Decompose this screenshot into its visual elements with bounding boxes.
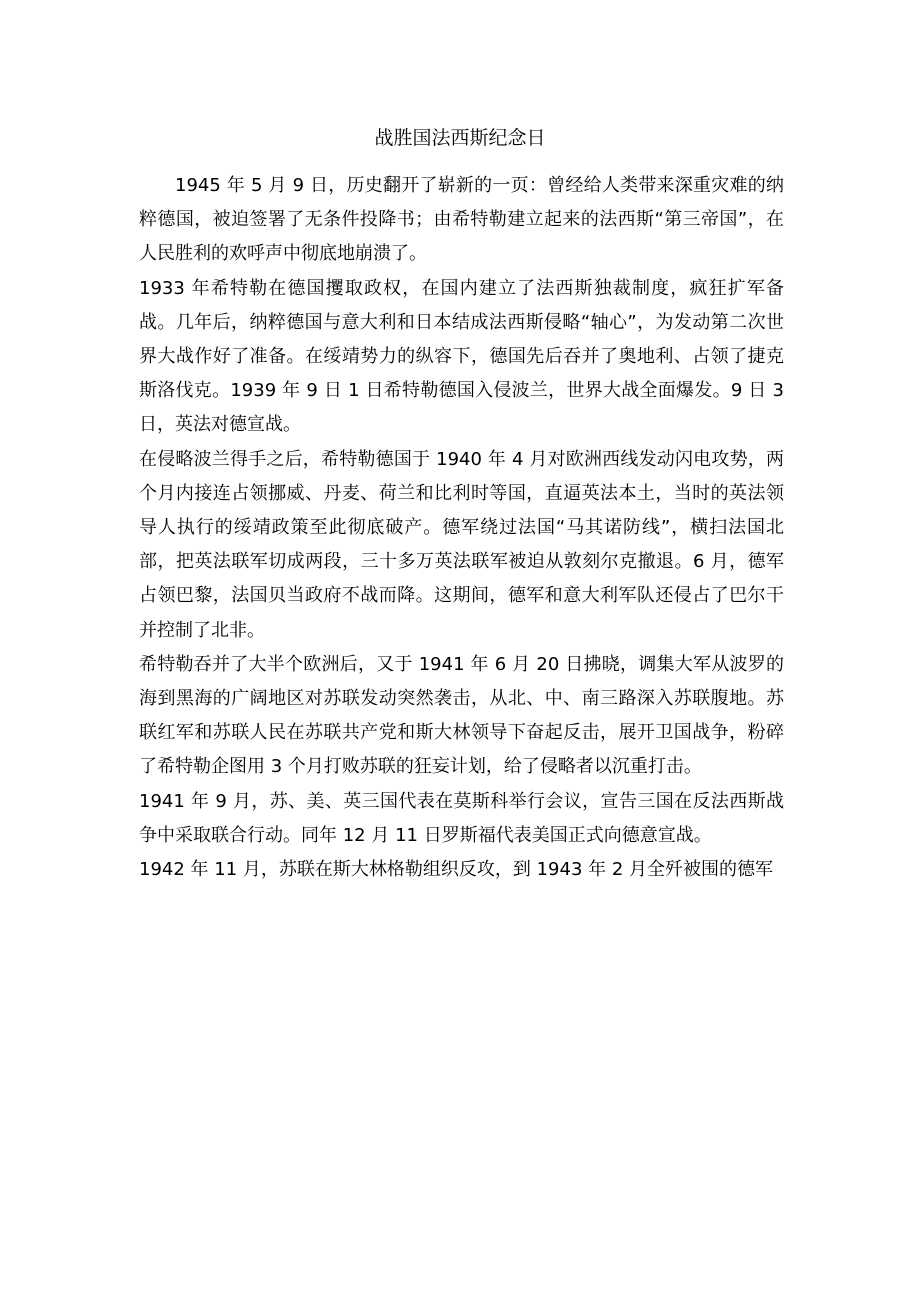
paragraph-4: 希特勒吞并了大半个欧洲后，又于 1941 年 6 月 20 日拂晓，调集大军从波罗的海到黑海的广阔地区对苏联发动突然袭击，从北、中、南三路深入苏联腹地。苏联红军和苏联人民在苏联共产党和斯大林领导下奋起反击，展开卫国战争，粉碎了希特勒企图用 3 个月打败苏联的狂妄计划，给了侵略者以沉重打击。: [139, 653, 784, 778]
document-body: [139, 169, 784, 887]
document-title: 战胜国法西斯纪念日: [374, 127, 546, 149]
paragraph-1: 1945 年 5 月 9 日，历史翻开了崭新的一页：曾经给人类带来深重灾难的纳粹德国，被迫签署了无条件投降书；由希特勒建立起来的法西斯“第三帝国”，在人民胜利的欢呼声中彻底地崩溃了。: [139, 175, 784, 265]
paragraph-3: 在侵略波兰得手之后，希特勒德国于 1940 年 4 月对欧洲西线发动闪电攻势，两个月内接连占领挪威、丹麦、荷兰和比利时等国，直逼英法本土，当时的英法领导人执行的绥靖政策至此彻底破产。德军绕过法国“马其诺防线”，横扫法国北部，把英法联军切成两段，三十多万英法联军被迫从敦刻尔克撤退。6 月，德军占领巴黎，法国贝当政府不战而降。这期间，德军和意大利军队还侵占了巴尔干并控制了北非。: [139, 448, 784, 641]
paragraph-2: 1933 年希特勒在德国攫取政权，在国内建立了法西斯独裁制度，疯狂扩军备战。几年后，纳粹德国与意大利和日本结成法西斯侵略“轴心”，为发动第二次世界大战作好了准备。在绥靖势力的纵容下，德国先后吞并了奥地利、占领了捷克斯洛伐克。1939 年 9 日 1 日希特勒德国入侵波兰，世界大战全面爆发。9 日 3 日，英法对德宣战。: [139, 277, 784, 436]
paragraph-5: 1941 年 9 月，苏、美、英三国代表在莫斯科举行会议，宣告三国在反法西斯战争中采取联合行动。同年 12 月 11 日罗斯福代表美国正式向德意宣战。: [139, 790, 784, 846]
paragraph-6: 1942 年 11 月，苏联在斯大林格勒组织反攻，到 1943 年 2 月全歼被围的德军: [139, 859, 774, 881]
